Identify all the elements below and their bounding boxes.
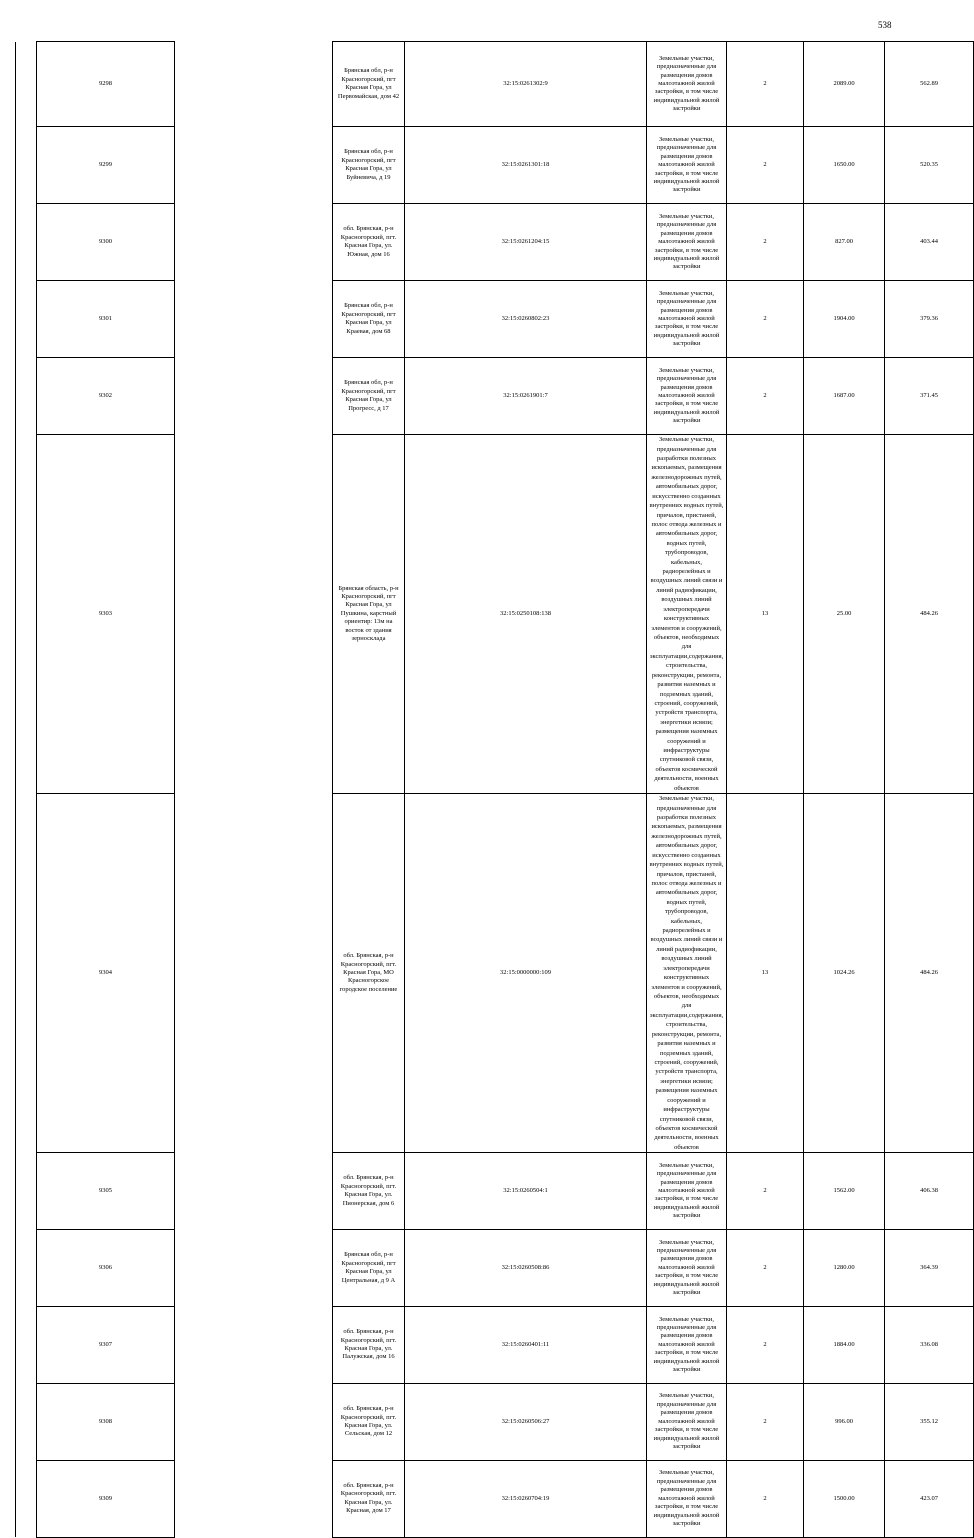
row-number-cell: 9305: [37, 1153, 175, 1230]
cadastral-number-cell: 32:15:0260508:86: [405, 1230, 647, 1307]
address-cell: Брянская обл, р-н Красногорский, пгт Красная Гора, ул Краевая, дом 68: [333, 281, 405, 358]
land-use-purpose-cell: Земельные участки, предназначенные для размещения домов малоэтажной жилой застройки, в том числе индивидуальной жилой застройки: [647, 1153, 727, 1230]
land-use-purpose-cell: Земельные участки, предназначенные для размещения домов малоэтажной жилой застройки, в том числе индивидуальной жилой застройки: [647, 204, 727, 281]
row-number-cell: 9300: [37, 204, 175, 281]
land-use-purpose-cell: Земельные участки, предназначенные для разработки полезных ископаемых, размещения железнодорожных путей, автомобильных дорог, искусственно созданных внутренних водных путей, причалов, пристаней, полос отвода железных и автомобильных дорог, водных путей, трубопроводов, кабельных, радиорелейных и воздушных линий связи и линий радиофикации, воздушных линий электропередачи конструктивных элементов и сооружений, объектов, необходимых для эксплуатации,содержания, строительства, реконструкции, ремонта, развития наземных и подземных зданий, строений, сооружений, устройств транспорта, энергетики исвязи; размещения наземных сооружений и инфраструктуры спутниковой связи, объектов космической деятельности, военных объектов: [647, 794, 727, 1153]
table-row: [16, 204, 974, 281]
area-cell: 1280.00: [804, 1230, 885, 1307]
table-body: [16, 42, 974, 1538]
cadastral-number-cell: 32:15:0000000:109: [405, 794, 647, 1153]
use-group-cell: 2: [727, 1153, 804, 1230]
spacer-cell: [175, 1230, 333, 1307]
use-group-cell: 2: [727, 1460, 804, 1537]
specific-value-cell: 484.26: [885, 435, 974, 794]
area-cell: 996.00: [804, 1384, 885, 1461]
row-number-cell: 9298: [37, 42, 175, 127]
area-cell: 1500.00: [804, 1460, 885, 1537]
spacer-cell: [175, 1307, 333, 1384]
table-row: [16, 42, 974, 127]
spacer-cell: [16, 358, 37, 435]
address-cell: Брянская обл, р-н Красногорский, пгт Красная Гора, ул Первомайская, дом 42: [333, 42, 405, 127]
address-cell: Брянская обл, р-н Красногорский, пгт Красная Гора, ул Прогресс, д 17: [333, 358, 405, 435]
address-cell: обл. Брянская, р-н Красногорский, пгт. Красная Гора, ул. Красная, дом 17: [333, 1460, 405, 1537]
spacer-cell: [175, 281, 333, 358]
area-cell: 1904.00: [804, 281, 885, 358]
land-use-purpose-cell: Земельные участки, предназначенные для размещения домов малоэтажной жилой застройки, в том числе индивидуальной жилой застройки: [647, 1307, 727, 1384]
spacer-cell: [175, 435, 333, 794]
land-use-purpose-cell: Земельные участки, предназначенные для размещения домов малоэтажной жилой застройки, в том числе индивидуальной жилой застройки: [647, 1460, 727, 1537]
specific-value-cell: 562.89: [885, 42, 974, 127]
area-cell: 1884.00: [804, 1307, 885, 1384]
use-group-cell: 13: [727, 794, 804, 1153]
specific-value-cell: 364.39: [885, 1230, 974, 1307]
spacer-cell: [16, 281, 37, 358]
use-group-cell: 2: [727, 1230, 804, 1307]
land-registry-table: [15, 41, 974, 1538]
row-number-cell: 9309: [37, 1460, 175, 1537]
row-number-cell: 9302: [37, 358, 175, 435]
spacer-cell: [175, 1384, 333, 1461]
area-cell: 25.00: [804, 435, 885, 794]
address-cell: Брянская обл, р-н Красногорский, пгт Красная Гора, ул Буйневича, д 19: [333, 127, 405, 204]
use-group-cell: 2: [727, 204, 804, 281]
address-cell: Брянская область, р-н Красногорский, пгт Красная Гора, ул Пушкина, карстный ориентир: 13м на восток от здания зерносклада: [333, 435, 405, 794]
use-group-cell: 2: [727, 281, 804, 358]
table-row: [16, 794, 974, 1153]
area-cell: 1650.00: [804, 127, 885, 204]
row-number-cell: 9303: [37, 435, 175, 794]
spacer-cell: [16, 1230, 37, 1307]
address-cell: Брянская обл, р-н Красногорский, пгт Красная Гора, ул Центральная, д 9 А: [333, 1230, 405, 1307]
specific-value-cell: 484.26: [885, 794, 974, 1153]
specific-value-cell: 403.44: [885, 204, 974, 281]
spacer-cell: [175, 1153, 333, 1230]
cadastral-number-cell: 32:15:0260802:23: [405, 281, 647, 358]
cadastral-number-cell: 32:15:0261901:7: [405, 358, 647, 435]
cadastral-number-cell: 32:15:0261204:15: [405, 204, 647, 281]
cadastral-number-cell: 32:15:0260704:19: [405, 1460, 647, 1537]
page-number: 538: [878, 20, 892, 30]
specific-value-cell: 406.38: [885, 1153, 974, 1230]
specific-value-cell: 371.45: [885, 358, 974, 435]
table-row: [16, 1307, 974, 1384]
spacer-cell: [16, 1460, 37, 1537]
table-row: [16, 281, 974, 358]
land-use-purpose-cell: Земельные участки, предназначенные для размещения домов малоэтажной жилой застройки, в том числе индивидуальной жилой застройки: [647, 281, 727, 358]
specific-value-cell: 379.36: [885, 281, 974, 358]
spacer-cell: [16, 42, 37, 127]
area-cell: 1024.26: [804, 794, 885, 1153]
address-cell: обл. Брянская, р-н Красногорский, пгт. Красная Гора, ул. Сельская, дом 12: [333, 1384, 405, 1461]
area-cell: 2089.00: [804, 42, 885, 127]
specific-value-cell: 423.07: [885, 1460, 974, 1537]
table-row: [16, 1230, 974, 1307]
spacer-cell: [16, 435, 37, 794]
specific-value-cell: 355.12: [885, 1384, 974, 1461]
land-use-purpose-cell: Земельные участки, предназначенные для размещения домов малоэтажной жилой застройки, в том числе индивидуальной жилой застройки: [647, 358, 727, 435]
cadastral-number-cell: 32:15:0261302:9: [405, 42, 647, 127]
land-use-purpose-cell: Земельные участки, предназначенные для размещения домов малоэтажной жилой застройки, в том числе индивидуальной жилой застройки: [647, 1384, 727, 1461]
row-number-cell: 9299: [37, 127, 175, 204]
cadastral-number-cell: 32:15:0250108:138: [405, 435, 647, 794]
row-number-cell: 9306: [37, 1230, 175, 1307]
use-group-cell: 2: [727, 358, 804, 435]
row-number-cell: 9308: [37, 1384, 175, 1461]
row-number-cell: 9307: [37, 1307, 175, 1384]
spacer-cell: [175, 204, 333, 281]
address-cell: обл. Брянская, р-н Красногорский, пгт. Красная Гора, ул. Пионерская, дом 6: [333, 1153, 405, 1230]
cadastral-number-cell: 32:15:0261301:18: [405, 127, 647, 204]
land-use-purpose-cell: Земельные участки, предназначенные для размещения домов малоэтажной жилой застройки, в том числе индивидуальной жилой застройки: [647, 42, 727, 127]
spacer-cell: [16, 127, 37, 204]
spacer-cell: [16, 1153, 37, 1230]
cadastral-number-cell: 32:15:0260401:11: [405, 1307, 647, 1384]
spacer-cell: [175, 358, 333, 435]
row-number-cell: 9304: [37, 794, 175, 1153]
cadastral-number-cell: 32:15:0260506:27: [405, 1384, 647, 1461]
spacer-cell: [175, 1460, 333, 1537]
use-group-cell: 13: [727, 435, 804, 794]
row-number-cell: 9301: [37, 281, 175, 358]
table-row: [16, 1153, 974, 1230]
spacer-cell: [175, 794, 333, 1153]
use-group-cell: 2: [727, 1307, 804, 1384]
area-cell: 1562.00: [804, 1153, 885, 1230]
spacer-cell: [175, 42, 333, 127]
spacer-cell: [16, 794, 37, 1153]
table-row: [16, 127, 974, 204]
specific-value-cell: 520.35: [885, 127, 974, 204]
spacer-cell: [175, 127, 333, 204]
area-cell: 1687.00: [804, 358, 885, 435]
land-use-purpose-cell: Земельные участки, предназначенные для размещения домов малоэтажной жилой застройки, в том числе индивидуальной жилой застройки: [647, 1230, 727, 1307]
use-group-cell: 2: [727, 1384, 804, 1461]
land-use-purpose-cell: Земельные участки, предназначенные для разработки полезных ископаемых, размещения железнодорожных путей, автомобильных дорог, искусственно созданных внутренних водных путей, причалов, пристаней, полос отвода железных и автомобильных дорог, водных путей, трубопроводов, кабельных, радиорелейных и воздушных линий связи и линий радиофикации, воздушных линий электропередачи конструктивных элементов и сооружений, объектов, необходимых для эксплуатации,содержания, строительства, реконструкции, ремонта, развития наземных и подземных зданий, строений, сооружений, устройств транспорта, энергетики исвязи; размещения наземных сооружений и инфраструктуры спутниковой связи, объектов космической деятельности, военных объектов: [647, 435, 727, 794]
address-cell: обл. Брянская, р-н Красногорский, пгт. Красная Гора, ул. Палужская, дом 16: [333, 1307, 405, 1384]
specific-value-cell: 336.08: [885, 1307, 974, 1384]
table-row: [16, 1460, 974, 1537]
cadastral-number-cell: 32:15:0260504:1: [405, 1153, 647, 1230]
spacer-cell: [16, 204, 37, 281]
table-row: [16, 358, 974, 435]
area-cell: 827.00: [804, 204, 885, 281]
land-use-purpose-cell: Земельные участки, предназначенные для размещения домов малоэтажной жилой застройки, в том числе индивидуальной жилой застройки: [647, 127, 727, 204]
use-group-cell: 2: [727, 127, 804, 204]
table-row: [16, 435, 974, 794]
address-cell: обл. Брянская, р-н Красногорский, пгт. Красная Гора, МО Красногорское городское поселение: [333, 794, 405, 1153]
spacer-cell: [16, 1307, 37, 1384]
use-group-cell: 2: [727, 42, 804, 127]
spacer-cell: [16, 1384, 37, 1461]
table-row: [16, 1384, 974, 1461]
address-cell: обл. Брянская, р-н Красногорский, пгт. Красная Гора, ул. Южная, дом 16: [333, 204, 405, 281]
